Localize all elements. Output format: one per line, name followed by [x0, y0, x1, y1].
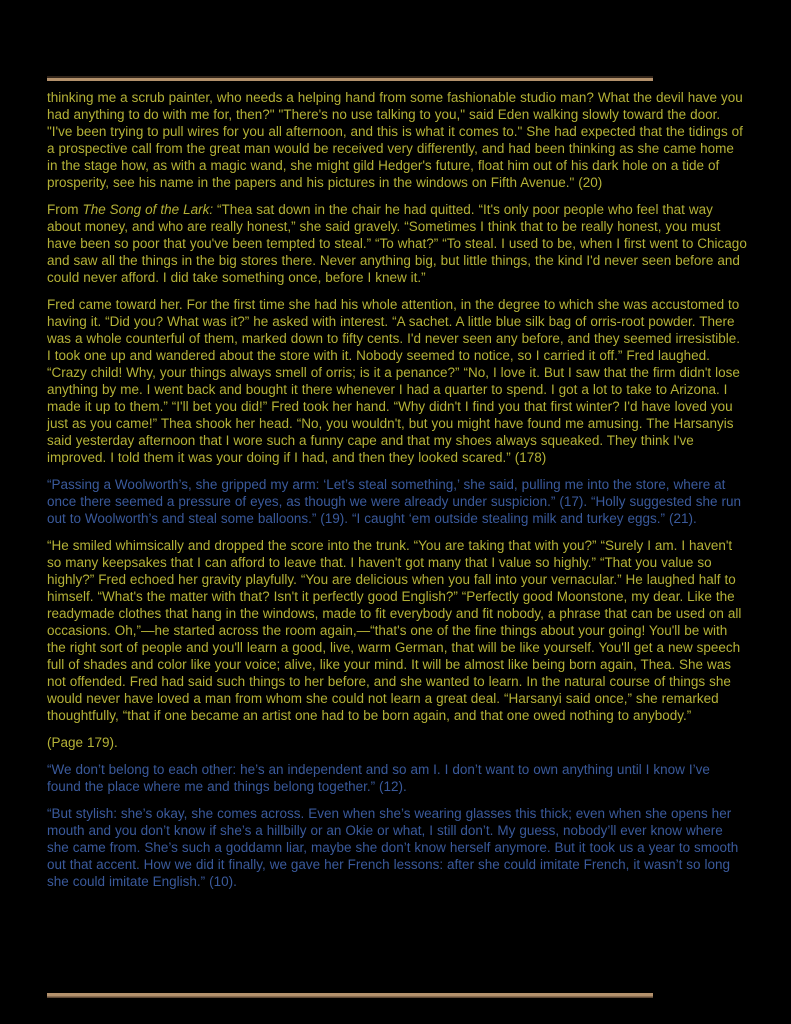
quote-paragraph: [47, 734, 747, 751]
quote-paragraph: [47, 201, 747, 286]
quote-text: “Thea sat down in the chair he had quitted. “It's only poor people who feel that way about money, and who are really honest,” she said gravely. “Sometimes I think that to be really honest, you must have been so poor that you've been tempted to steal.” “To what?” “To steal. I used to be, when I first went to Chicago and saw all the things in the big stores there. Never anything big, but little things, the kind I'd never seen before and could never afford. I did take something once, before I knew it.”: [47, 202, 747, 285]
quote-text: “Passing a Woolworth’s, she gripped my arm: ‘Let’s steal something,’ she said, pulling me into the store, where at once there seemed a pressure of eyes, as though we were already under suspicion.” (17). “Holly suggested she run out to Woolworth’s and steal some balloons.” (19). “I caught ‘em outside stealing milk and turkey eggs.” (21).: [47, 477, 741, 526]
top-horizontal-rule: [47, 76, 653, 81]
quote-paragraph: [47, 537, 747, 724]
quote-text: “But stylish: she’s okay, she comes across. Even when she’s wearing glasses this thick; even when she opens her mouth and you don’t know if she’s a hillbilly or an Okie or what, I still don’t. My guess, nobody’ll ever know where she came from. She’s such a goddamn liar, maybe she don’t know herself anymore. But it took us a year to smooth out that accent. How we did it finally, we gave her French lessons: after she could imitate French, it wasn’t so long she could imitate English.” (10).: [47, 806, 739, 889]
quotes-article: [47, 89, 747, 900]
quote-text: From: [47, 202, 83, 217]
quote-text: (Page 179).: [47, 735, 118, 750]
quote-text: Fred came toward her. For the first time she had his whole attention, in the degree to which she was accustomed to having it. “Did you? What was it?” he asked with interest. “A sachet. A little blue silk bag of orris-root powder. There was a whole counterful of them, marked down to fifty cents. I'd never seen any before, and they seemed irresistible. I took one up and wandered about the store with it. Nobody seemed to notice, so I carried it off.” Fred laughed. “Crazy child! Why, your things always smell of orris; is it a penance?” “No, I love it. But I saw that the firm didn't lose anything by me. I went back and bought it there whenever I had a quarter to spend. I got a lot to take to Arizona. I made it up to them.” “I'll bet you did!” Fred took her hand. “Why didn't I find you that first winter? I'd have loved you just as you came!” Thea shook her head. “No, you wouldn't, but you might have found me amusing. The Harsanyis said yesterday afternoon that I wore such a funny cape and that my shoes always squeaked. They think I've improved. I told them it was your doing if I had, and then they looked scared.” (178): [47, 297, 740, 465]
quote-paragraph: [47, 761, 747, 795]
quote-paragraph: [47, 296, 747, 466]
quote-text: thinking me a scrub painter, who needs a helping hand from some fashionable studio man? What the devil have you had anything to do with me for, then?" "There's no use talking to you," said Eden walking slowly toward the door. "I've been trying to pull wires for you all afternoon, and this is what it comes to." She had expected that the tidings of a prospective call from the great man would be received very differently, and had been thinking as she came home in the stage how, as with a magic wand, she might gild Hedger's future, float him out of his dark hole on a tide of prosperity, see his name in the papers and his pictures in the windows on Fifth Avenue." (20): [47, 90, 743, 190]
quote-paragraph: [47, 476, 747, 527]
work-title-italic: The Song of the Lark:: [82, 202, 214, 217]
quote-text: “He smiled whimsically and dropped the score into the trunk. “You are taking that with you?” “Surely I am. I haven't so many keepsakes that I can afford to leave that. I haven't got many that I value so highly.” “That you value so highly?” Fred echoed her gravity playfully. “You are delicious when you fall into your vernacular.” He laughed half to himself. “What's the matter with that? Isn't it perfectly good English?” “Perfectly good Moonstone, my dear. Like the readymade clothes that hang in the windows, made to fit everybody and fit nobody, a phrase that can be used on all occasions. Oh,”—he started across the room again,—“that's one of the fine things about your going! You'll be with the right sort of people and you'll learn a good, live, warm German, that will be like yourself. You'll get a new speech full of shades and color like your voice; alive, like your mind. It will be almost like being born again, Thea. She was not offended. Fred had said such things to her before, and she wanted to learn. In the natural course of things she would never have loved a man from whom she could not learn a great deal. “Harsanyi said once,” she remarked thoughtfully, “that if one became an artist one had to be born again, and that one owed nothing to anybody.”: [47, 538, 742, 723]
quote-paragraph: [47, 805, 747, 890]
bottom-horizontal-rule: [47, 993, 653, 998]
quote-paragraph: [47, 89, 747, 191]
quote-text: “We don’t belong to each other: he’s an independent and so am I. I don’t want to own anything until I know I’ve found the place where me and things belong together.” (12).: [47, 762, 710, 794]
